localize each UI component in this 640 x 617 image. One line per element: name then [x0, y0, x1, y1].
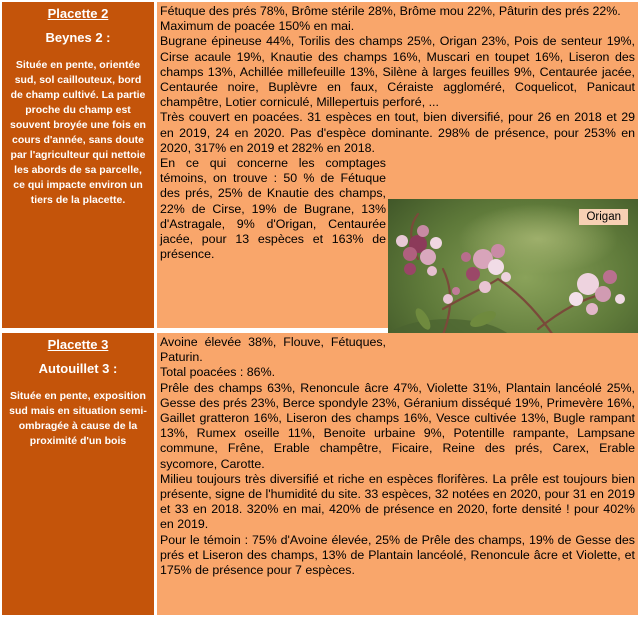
placette3-summary: Milieu toujours très diversifié et riche en espèces florifères. La prêle est toujours bien présente, signe de l'humidité du site. 33 espèces, 32 notées en 2020, pour 31 en 2019 et 33 en 2018. 320% en mai, 420% de présence en 2020, forte densité ! pour 402% en 2019.: [160, 471, 635, 532]
placette2-grasses: Fétuque des prés 78%, Brôme stérile 28%, Brôme mou 22%, Pâturin des prés 22%.: [160, 4, 621, 18]
placette3-content-cell: [157, 333, 638, 615]
placette3-header-cell: [2, 333, 154, 615]
placette2-max-poacee: Maximum de poacée 150% en mai.: [160, 19, 355, 34]
origan-photo-label: Origan: [579, 209, 628, 225]
placette2-summary: Très couvert en poacées. 31 espèces en tout, bien diversifié, pour 26 en 2018 et 29 en 2019, 24 en 2020. Pas d'espèce dominante. 298% de présence, pour 253% en 2020, 317% en 2019 et 282% en 2018.: [160, 110, 635, 155]
placette3-title: Placette 3: [47, 337, 109, 352]
placette2-temoin: En ce qui concerne les comptages témoins, on trouve : 50 % de Fétuque des prés, 25% de Knautie des champs, 22% de Cirse, 19% de Bugrane, 13% d'Astragale, 9% d'Origan, Centaurée jacée, pour 13 espèces et 163% de présence.: [160, 156, 386, 262]
placette2-subtitle: Beynes 2 :: [45, 30, 111, 45]
placette3-species-list: Prêle des champs 63%, Renoncule âcre 47%, Violette 31%, Plantain lancéolé 25%, Gesse des prés 23%, Berce spondyle 23%, Géranium disséqué 19%, Primevère 16%, Gaillet gratteron 16%, Liseron des champs 16%, Vesce cultivée 13%, Bugle rampant 13%, Rumex oseille 11%, Benoite urbaine 9%, Potentille rampante, Lampsane commune, Frêne, Erable champêtre, Ficaire, Reine des prés, Carex, Erable sycomore, Carotte.: [160, 380, 635, 471]
placette2-title: Placette 2: [47, 6, 109, 21]
placette3-description: Située en pente, exposition sud mais en situation semi-ombragée à cause de la proximité d'un bois: [9, 390, 147, 447]
placette3-grasses: Avoine élevée 38%, Flouve, Fétuques, Paturin.: [160, 335, 386, 365]
placette3-total-poacees: Total poacées : 86%.: [160, 365, 276, 380]
placette3-temoin: Pour le témoin : 75% d'Avoine élevée, 25% de Prêle des champs, 19% de Gesse des prés et Liseron des champs, 13% de Plantain lancéolé, Renoncule âcre et Violette, et 175% de présence pour 7 espèces.: [160, 532, 635, 578]
placette3-subtitle: Autouillet 3 :: [38, 361, 118, 376]
placette2-species-list: Bugrane épineuse 44%, Torilis des champs 25%, Origan 23%, Pois de senteur 19%, Cirse acaule 19%, Knautie des champs 16%, Muscari en toupet 16%, Liseron des champs 13%, Achillée millefeuille 13%, Silène à larges feuilles 9%, Centaurée jacée, Centaurée noire, Buplèvre en faux, Céraiste aggloméré, Coquelicot, Panicaut champêtre, Lotier corniculé, Millepertuis perforé, ...: [160, 34, 635, 110]
placette2-header-cell: [2, 2, 154, 328]
placette2-description: Située en pente, orientée sud, sol caillouteux, bord de champ cultivé. La partie proche du champ est souvent broyée une fois en cours d'année, sans doute par l'agriculteur qui nettoie les abords de sa parcelle, ce qui impacte environ un tiers de la placette.: [10, 59, 146, 206]
